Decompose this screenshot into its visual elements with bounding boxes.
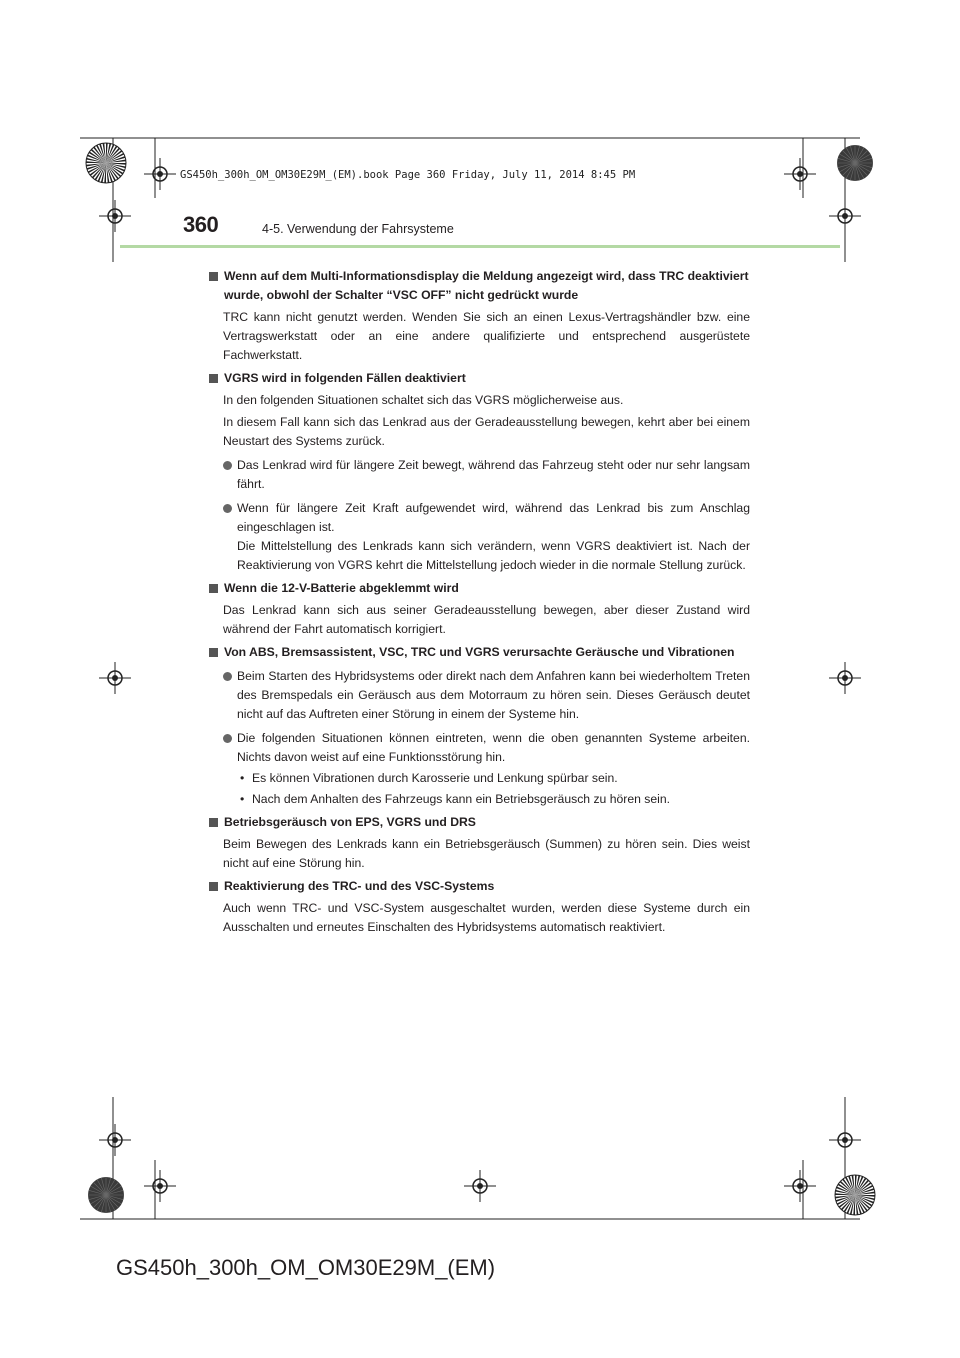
bullet-line: Wenn für längere Zeit Kraft aufgewendet wird, während das Lenkrad bis zum Anschlag eingeschlagen ist. [237,501,750,534]
crosshair-target-icon [784,1170,816,1202]
page-number: 360 [183,212,219,237]
round-bullet-icon [223,672,232,681]
sub-list-item [209,769,750,788]
body-paragraph: In den folgenden Situationen schaltet sich das VGRS möglicherweise aus. [223,393,624,407]
crosshair-target-icon [99,1124,131,1156]
crosshair-target-icon [829,662,861,694]
bullet-text [237,729,750,767]
page-content [209,267,750,937]
print-info-line: GS450h_300h_OM_OM30E29M_(EM).book Page 360 Friday, July 11, 2014 8:45 PM [180,169,636,181]
crosshair-target-icon [829,1124,861,1156]
square-bullet-icon [209,584,218,593]
body-paragraph: TRC kann nicht genutzt werden. Wenden Sie sich an einen Lexus-Vertragshändler bzw. eine Vertragswerkstatt oder an eine andere qualifizierte und entsprechend ausgerüstete Fachwerkstatt. [223,310,750,362]
sub-list-text: Nach dem Anhalten des Fahrzeugs kann ein Betriebsgeräusch zu hören sein. [252,792,671,806]
round-bullet-icon [223,734,232,743]
section-heading-text: Von ABS, Bremsassistent, VSC, TRC und VGRS verursachte Geräusche und Vibrationen [224,645,735,659]
section-heading [209,369,750,388]
bullet-text [237,499,750,575]
body-paragraph: Auch wenn TRC- und VSC-System ausgeschaltet wurden, werden diese Systeme durch ein Ausschalten und erneutes Einschalten des Hybridsystems automatisch reaktiviert. [223,901,750,934]
crosshair-target-icon [784,158,816,190]
bullet-line: Die Mittelstellung des Lenkrads kann sich verändern, wenn VGRS deaktiviert ist. Nach der Reaktivierung von VGRS kehrt die Mittelstellung jedoch wieder in die normale Stellung zurück. [237,539,750,572]
crosshair-target-icon [144,158,176,190]
bullet-text [237,667,750,724]
section-heading [209,813,750,832]
bullet-item [209,456,750,494]
body-paragraph: Beim Bewegen des Lenkrads kann ein Betriebsgeräusch (Summen) zu hören sein. Dies weist nicht auf eine Störung hin. [223,837,750,870]
square-bullet-icon [209,882,218,891]
square-bullet-icon [209,374,218,383]
section-title: 4-5. Verwendung der Fahrsysteme [262,222,454,236]
sub-list-item [209,790,750,809]
bullet-item [209,499,750,575]
round-bullet-icon [223,461,232,470]
middle-dot-icon: • [240,771,245,785]
section-heading [209,267,750,305]
section-heading [209,579,750,598]
starburst-registration-icon [835,1175,875,1215]
square-bullet-icon [209,272,218,281]
bullet-line: Beim Starten des Hybridsystems oder direkt nach dem Anfahren kann bei wiederholtem Treten des Bremspedals ein Geräusch aus dem Motorraum zu hören sein. Dieses Geräusch deutet nicht auf das Auftreten einer Störung in einem der Systeme hin. [237,669,750,721]
bullet-item [209,667,750,724]
round-bullet-icon [223,504,232,513]
square-bullet-icon [209,648,218,657]
section-heading-text: VGRS wird in folgenden Fällen deaktiviert [224,371,466,385]
section-heading-text: Betriebsgeräusch von EPS, VGRS und DRS [224,815,476,829]
square-bullet-icon [209,818,218,827]
bullet-line: Die folgenden Situationen können eintreten, wenn die oben genannten Systeme arbeiten. Nichts davon weist auf eine Funktionsstörung hin. [237,731,750,764]
starburst-registration-icon [86,143,126,183]
section-heading-text: Reaktivierung des TRC- und des VSC-Systems [224,879,495,893]
bullet-line: Das Lenkrad wird für längere Zeit bewegt, während das Fahrzeug steht oder nur sehr langsam fährt. [237,458,750,491]
dark-registration-disk-icon [837,145,873,181]
middle-dot-icon: • [240,792,245,806]
section-heading-text: Wenn auf dem Multi-Informationsdisplay die Meldung angezeigt wird, dass TRC deaktiviert wurde, obwohl der Schalter “VSC OFF” nicht gedrückt wurde [224,269,749,302]
sub-list-text: Es können Vibrationen durch Karosserie und Lenkung spürbar sein. [252,771,618,785]
header-rule [120,245,840,248]
bullet-item [209,729,750,767]
section-heading [209,877,750,896]
crosshair-target-icon [99,200,131,232]
body-paragraph: Das Lenkrad kann sich aus seiner Geradeausstellung bewegen, aber dieser Zustand wird während der Fahrt automatisch korrigiert. [223,603,750,636]
section-heading [209,643,750,662]
crosshair-target-icon [144,1170,176,1202]
section-heading-text: Wenn die 12-V-Batterie abgeklemmt wird [224,581,459,595]
crosshair-target-icon [464,1170,496,1202]
bullet-text [237,456,750,494]
footer-document-code: GS450h_300h_OM_OM30E29M_(EM) [116,1255,496,1280]
body-paragraph: In diesem Fall kann sich das Lenkrad aus der Geradeausstellung bewegen, kehrt aber bei einem Neustart des Systems zurück. [223,415,750,448]
dark-registration-disk-icon [88,1177,124,1213]
crosshair-target-icon [99,662,131,694]
crosshair-target-icon [829,200,861,232]
